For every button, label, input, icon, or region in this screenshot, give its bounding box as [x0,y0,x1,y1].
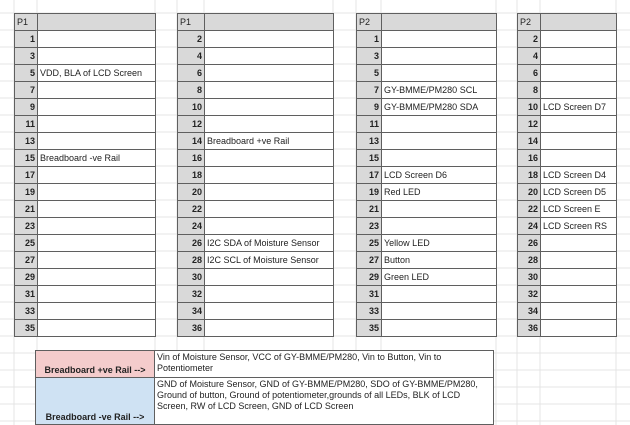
table-row [357,269,497,286]
pin-connection [38,82,156,99]
pin-number: 34 [518,303,541,320]
pin-number: 16 [518,150,541,167]
table-row [357,31,497,48]
table-row [15,320,156,337]
pin-number: 29 [15,269,38,286]
table-row [15,235,156,252]
table-row [15,150,156,167]
pin-number: 11 [15,116,38,133]
table-row [15,252,156,269]
table-row [518,303,617,320]
pin-number: 26 [178,235,205,252]
pin-number: 18 [518,167,541,184]
table-row [518,269,617,286]
pin-connection [541,235,617,252]
table-row [357,320,497,337]
table-row [178,201,334,218]
pin-connection: Yellow LED [382,235,497,252]
pin-connection: Button [382,252,497,269]
pin-number: 13 [357,133,382,150]
table-row [518,167,617,184]
pin-connection [205,320,334,337]
pin-connection [541,133,617,150]
pin-connection [382,31,497,48]
pin-number: 5 [15,65,38,82]
pin-number: 10 [178,99,205,116]
legend-row-negative [36,378,494,425]
pin-number: 34 [178,303,205,320]
pin-connection [38,252,156,269]
pin-connection: GY-BMME/PM280 SDA [382,99,497,116]
pin-connection [38,269,156,286]
pin-connection [38,184,156,201]
header-label: P2 [357,14,382,31]
pin-connection [382,218,497,235]
pin-connection [205,65,334,82]
table-row [178,269,334,286]
pin-number: 1 [15,31,38,48]
pin-table-p2-even [517,13,617,337]
pin-connection [38,99,156,116]
pin-number: 6 [518,65,541,82]
table-row [15,65,156,82]
rail-legend-table [35,350,494,425]
table-row [15,133,156,150]
table-row [518,201,617,218]
pin-connection [541,48,617,65]
pin-connection [205,269,334,286]
table-row [518,48,617,65]
pin-table-p1-odd [14,13,156,337]
table-row [518,116,617,133]
pin-number: 15 [15,150,38,167]
pin-number: 19 [15,184,38,201]
pin-connection [205,31,334,48]
pin-number: 29 [357,269,382,286]
pin-number: 30 [518,269,541,286]
pin-connection [205,218,334,235]
pin-connection: Green LED [382,269,497,286]
pin-number: 17 [15,167,38,184]
pin-connection [382,303,497,320]
pin-table-p2-odd [356,13,497,337]
table-row [15,82,156,99]
pin-number: 31 [357,286,382,303]
table-row [518,184,617,201]
table-row [357,218,497,235]
pin-number: 31 [15,286,38,303]
pin-connection [541,303,617,320]
pin-connection: GY-BMME/PM280 SCL [382,82,497,99]
pin-number: 35 [357,320,382,337]
pin-number: 23 [357,218,382,235]
pin-number: 11 [357,116,382,133]
header-label: P1 [15,14,38,31]
pin-number: 23 [15,218,38,235]
pin-number: 4 [518,48,541,65]
table-row [357,286,497,303]
pin-number: 9 [15,99,38,116]
table-row [357,116,497,133]
pin-number: 2 [518,31,541,48]
pin-connection [382,133,497,150]
pin-number: 1 [357,31,382,48]
table-row [178,99,334,116]
pin-connection [205,48,334,65]
pin-number: 25 [357,235,382,252]
negative-rail-connections: GND of Moisture Sensor, GND of GY-BMME/PM280, SDO of GY-BMME/PM280, Ground of button, Ground of potentiometer,grounds of all LEDs, BLK of LCD Screen, RW of LCD Screen, GND of LCD Screen [155,378,494,425]
pin-connection [38,48,156,65]
pin-number: 28 [518,252,541,269]
pin-number: 8 [178,82,205,99]
pin-connection [205,286,334,303]
pin-connection [541,65,617,82]
table-row [15,116,156,133]
table-header-row [518,14,617,31]
pin-number: 15 [357,150,382,167]
table-row [357,184,497,201]
pin-number: 32 [518,286,541,303]
pin-number: 24 [518,218,541,235]
pin-number: 12 [518,116,541,133]
table-row [178,286,334,303]
table-row [357,48,497,65]
pin-number: 22 [178,201,205,218]
pin-number: 36 [518,320,541,337]
pin-connection: LCD Screen D7 [541,99,617,116]
pin-number: 24 [178,218,205,235]
header-blank [382,14,497,31]
pin-connection [541,269,617,286]
table-row [518,82,617,99]
pin-connection [38,235,156,252]
pin-number: 18 [178,167,205,184]
pin-number: 3 [15,48,38,65]
table-row [15,201,156,218]
header-blank [541,14,617,31]
pin-connection [205,167,334,184]
pin-number: 22 [518,201,541,218]
pin-number: 13 [15,133,38,150]
pin-number: 2 [178,31,205,48]
pin-number: 5 [357,65,382,82]
table-row [518,150,617,167]
table-row [15,99,156,116]
pin-number: 10 [518,99,541,116]
table-row [357,167,497,184]
pin-connection [541,150,617,167]
pin-connection: Red LED [382,184,497,201]
pin-number: 25 [15,235,38,252]
pin-number: 6 [178,65,205,82]
table-row [518,252,617,269]
pin-connection: Breadboard +ve Rail [205,133,334,150]
pin-number: 26 [518,235,541,252]
table-row [178,184,334,201]
pin-connection [38,303,156,320]
pin-connection [205,99,334,116]
pin-connection [382,286,497,303]
table-row [178,150,334,167]
pin-connection [38,116,156,133]
pin-number: 7 [15,82,38,99]
pin-number: 28 [178,252,205,269]
table-row [178,65,334,82]
pin-connection: Breadboard -ve Rail [38,150,156,167]
table-row [357,235,497,252]
table-header-row [15,14,156,31]
pin-number: 20 [178,184,205,201]
pin-connection [38,201,156,218]
pin-number: 35 [15,320,38,337]
table-row [15,218,156,235]
negative-rail-label: Breadboard -ve Rail --> [36,378,155,425]
pin-connection [205,116,334,133]
pin-number: 36 [178,320,205,337]
pin-number: 14 [178,133,205,150]
table-row [178,82,334,99]
pin-connection [541,82,617,99]
pin-number: 17 [357,167,382,184]
legend-row-positive [36,351,494,378]
pin-number: 19 [357,184,382,201]
pin-connection [38,167,156,184]
table-row [357,303,497,320]
table-row [357,65,497,82]
pin-connection [38,218,156,235]
table-row [178,167,334,184]
pin-number: 27 [15,252,38,269]
table-row [357,201,497,218]
pin-number: 20 [518,184,541,201]
table-row [357,82,497,99]
table-row [178,31,334,48]
pin-connection [205,201,334,218]
table-row [178,48,334,65]
pin-table-p1-even [177,13,334,337]
table-row [178,218,334,235]
pin-connection [382,65,497,82]
positive-rail-label: Breadboard +ve Rail --> [36,351,155,378]
table-row [518,235,617,252]
pin-connection: LCD Screen D5 [541,184,617,201]
pin-number: 12 [178,116,205,133]
pin-number: 32 [178,286,205,303]
pin-connection: LCD Screen D6 [382,167,497,184]
pin-number: 14 [518,133,541,150]
pin-connection [38,286,156,303]
table-row [15,31,156,48]
header-label: P2 [518,14,541,31]
table-row [15,167,156,184]
table-header-row [178,14,334,31]
table-row [15,184,156,201]
pin-connection [38,320,156,337]
pin-number: 21 [357,201,382,218]
pin-number: 16 [178,150,205,167]
table-row [178,235,334,252]
table-row [518,218,617,235]
header-blank [205,14,334,31]
pin-connection [205,184,334,201]
table-row [518,31,617,48]
table-header-row [357,14,497,31]
table-row [178,116,334,133]
pin-connection [382,320,497,337]
table-row [357,133,497,150]
table-row [15,269,156,286]
pin-connection: LCD Screen D4 [541,167,617,184]
table-row [15,48,156,65]
pin-connection [382,116,497,133]
pin-connection [205,82,334,99]
pin-connection [541,31,617,48]
table-row [357,150,497,167]
header-label: P1 [178,14,205,31]
pin-connection [38,31,156,48]
pin-number: 7 [357,82,382,99]
header-blank [38,14,156,31]
pin-connection [382,150,497,167]
pin-connection [541,320,617,337]
table-row [518,286,617,303]
table-row [518,133,617,150]
pin-number: 9 [357,99,382,116]
pin-number: 3 [357,48,382,65]
table-row [15,303,156,320]
pin-connection: VDD, BLA of LCD Screen [38,65,156,82]
pin-connection [205,150,334,167]
table-row [178,320,334,337]
pin-connection: I2C SCL of Moisture Sensor [205,252,334,269]
pin-connection: I2C SDA of Moisture Sensor [205,235,334,252]
pin-connection [541,252,617,269]
table-row [518,99,617,116]
table-row [178,252,334,269]
pin-number: 21 [15,201,38,218]
pin-connection [38,133,156,150]
table-row [178,133,334,150]
table-row [15,286,156,303]
pin-connection [382,201,497,218]
pin-number: 27 [357,252,382,269]
table-row [518,320,617,337]
pin-connection: LCD Screen RS [541,218,617,235]
table-row [178,303,334,320]
pin-number: 33 [357,303,382,320]
pin-connection [382,48,497,65]
table-row [357,252,497,269]
pin-number: 4 [178,48,205,65]
pin-connection [205,303,334,320]
pin-connection [541,286,617,303]
pin-connection [541,116,617,133]
pin-number: 33 [15,303,38,320]
positive-rail-connections: Vin of Moisture Sensor, VCC of GY-BMME/PM280, Vin to Button, Vin to Potentiometer [155,351,494,378]
pin-number: 30 [178,269,205,286]
pin-number: 8 [518,82,541,99]
table-row [518,65,617,82]
pin-connection: LCD Screen E [541,201,617,218]
table-row [357,99,497,116]
